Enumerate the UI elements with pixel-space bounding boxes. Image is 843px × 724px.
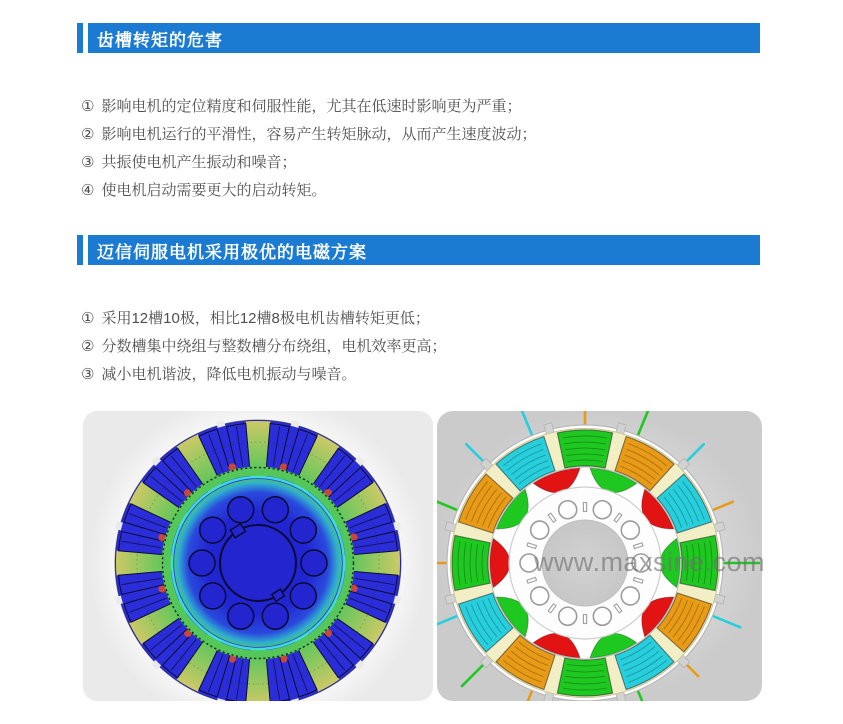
list-item — [81, 93, 843, 121]
list-item — [81, 361, 843, 389]
list-item-text: 共振使电机产生振动和噪音； — [101, 154, 297, 171]
list-item-text: 减小电机谐波，降低电机振动与噪音。 — [101, 366, 357, 383]
circled-number-1: ① — [81, 310, 95, 327]
top-spacer — [0, 0, 843, 23]
circled-number-2: ② — [81, 126, 95, 143]
section2-title: 迈信伺服电机采用极优的电磁方案 — [88, 235, 760, 265]
list-item — [81, 177, 843, 205]
list-item — [81, 333, 843, 361]
list-item — [81, 305, 843, 333]
list-item-text: 使电机启动需要更大的启动转矩。 — [101, 182, 327, 199]
section1-list — [81, 93, 843, 205]
motor-images-figure — [83, 411, 765, 701]
section2-list — [81, 305, 843, 389]
circled-number-1: ① — [81, 98, 95, 115]
fea-motor-cross-section-graphic — [83, 411, 433, 701]
list-item-text: 采用12槽10极，相比12槽8极电机齿槽转矩更低； — [101, 310, 430, 327]
banner-accent-bar — [77, 23, 83, 53]
watermark-text: www.maxsine.com — [533, 547, 765, 577]
section1-heading-banner — [77, 23, 760, 53]
section1-title: 齿槽转矩的危害 — [88, 23, 760, 53]
banner-accent-bar — [77, 235, 83, 265]
circled-number-3: ③ — [81, 154, 95, 171]
circled-number-2: ② — [81, 338, 95, 355]
section2-heading-banner — [77, 235, 760, 265]
list-item-text: 影响电机的定位精度和伺服性能，尤其在低速时影响更为严重； — [101, 98, 522, 115]
list-item — [81, 121, 843, 149]
list-item-text: 影响电机运行的平滑性，容易产生转矩脉动，从而产生速度波动； — [101, 126, 537, 143]
fea-simulation-image — [83, 411, 433, 701]
circled-number-3: ③ — [81, 366, 95, 383]
circled-number-4: ④ — [81, 182, 95, 199]
list-item — [81, 149, 843, 177]
list-item-text: 分数槽集中绕组与整数槽分布绕组，电机效率更高； — [101, 338, 447, 355]
